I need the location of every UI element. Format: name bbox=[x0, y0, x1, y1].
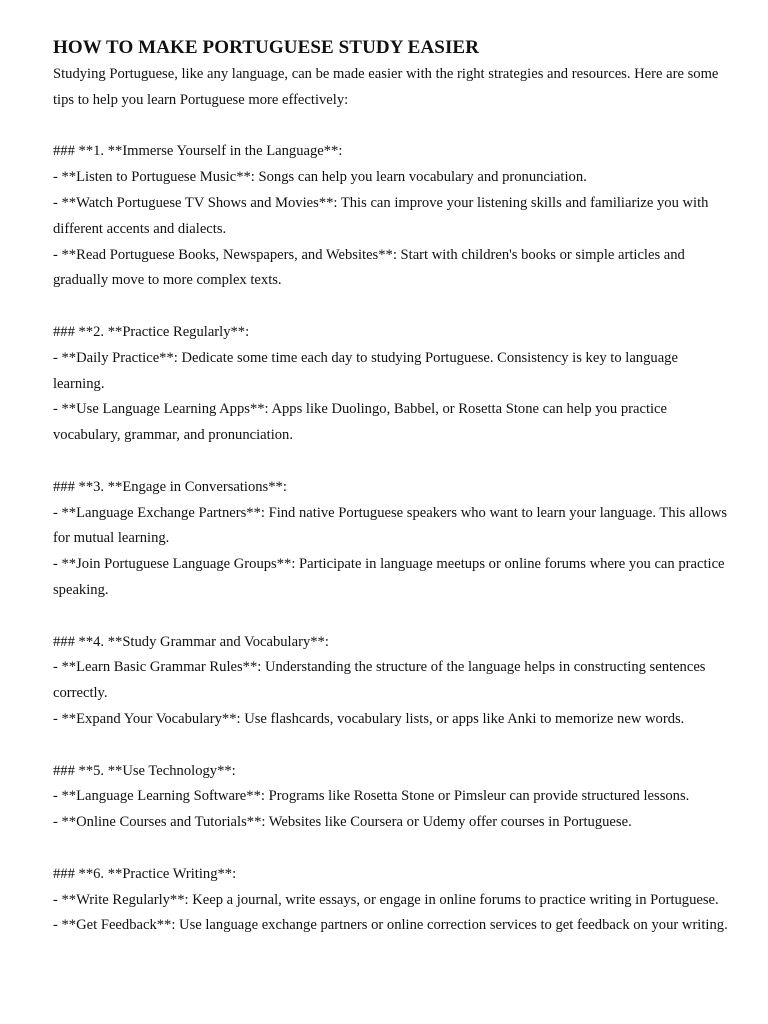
list-item: - **Write Regularly**: Keep a journal, write essays, or engage in online forums to practice writing in Portuguese. bbox=[53, 891, 719, 908]
list-item: - **Daily Practice**: Dedicate some time each day to studying Portuguese. Consistency is key to language learning. bbox=[53, 349, 678, 392]
list-item: - **Watch Portuguese TV Shows and Movies**: This can improve your listening skills and familiarize you with different accents and dialects. bbox=[53, 194, 709, 237]
section-spacer bbox=[53, 449, 733, 475]
list-item: - **Get Feedback**: Use language exchange partners or online correction services to get feedback on your writing. bbox=[53, 917, 728, 934]
list-item: - **Read Portuguese Books, Newspapers, and Websites**: Start with children's books or simple articles and gradually move to more complex texts. bbox=[53, 246, 685, 289]
list-item: - **Learn Basic Grammar Rules**: Understanding the structure of the language helps in constructing sentences correctly. bbox=[53, 659, 706, 702]
list-item: - **Join Portuguese Language Groups**: Participate in language meetups or online forums where you can practice speaking. bbox=[53, 556, 725, 598]
section-heading: ### **5. **Use Technology**: bbox=[53, 762, 236, 779]
list-item: - **Use Language Learning Apps**: Apps like Duolingo, Babbel, or Rosetta Stone can help you practice vocabulary, grammar, and pronunciation. bbox=[53, 401, 668, 444]
section-heading: ### **2. **Practice Regularly**: bbox=[53, 323, 250, 340]
document-page bbox=[53, 36, 733, 939]
list-item: - **Listen to Portuguese Music**: Songs can help you learn vocabulary and pronunciation. bbox=[53, 169, 587, 186]
list-item: - **Language Learning Software**: Programs like Rosetta Stone or Pimsleur can provide structured lessons. bbox=[53, 788, 690, 805]
section-heading: ### **3. **Engage in Conversations**: bbox=[53, 478, 287, 495]
section-heading: ### **4. **Study Grammar and Vocabulary**: bbox=[53, 633, 329, 650]
section-heading: ### **1. **Immerse Yourself in the Language**: bbox=[53, 143, 343, 160]
section-spacer bbox=[53, 604, 733, 630]
document-title: HOW TO MAKE PORTUGUESE STUDY EASIER bbox=[53, 37, 480, 58]
list-item: - **Language Exchange Partners**: Find native Portuguese speakers who want to learn your language. This allows for mutual learning. bbox=[53, 504, 728, 547]
intro-paragraph: Studying Portuguese, like any language, can be made easier with the right strategies and resources. Here are some tips to help you learn Portuguese more effectively: bbox=[53, 66, 719, 108]
section-spacer bbox=[53, 294, 733, 320]
section-spacer bbox=[53, 836, 733, 862]
section-spacer bbox=[53, 733, 733, 759]
list-item: - **Online Courses and Tutorials**: Websites like Coursera or Udemy offer courses in Portuguese. bbox=[53, 814, 632, 831]
section-heading: ### **6. **Practice Writing**: bbox=[53, 865, 237, 882]
list-item: - **Expand Your Vocabulary**: Use flashcards, vocabulary lists, or apps like Anki to memorize new words. bbox=[53, 710, 685, 727]
section-spacer bbox=[53, 114, 733, 140]
